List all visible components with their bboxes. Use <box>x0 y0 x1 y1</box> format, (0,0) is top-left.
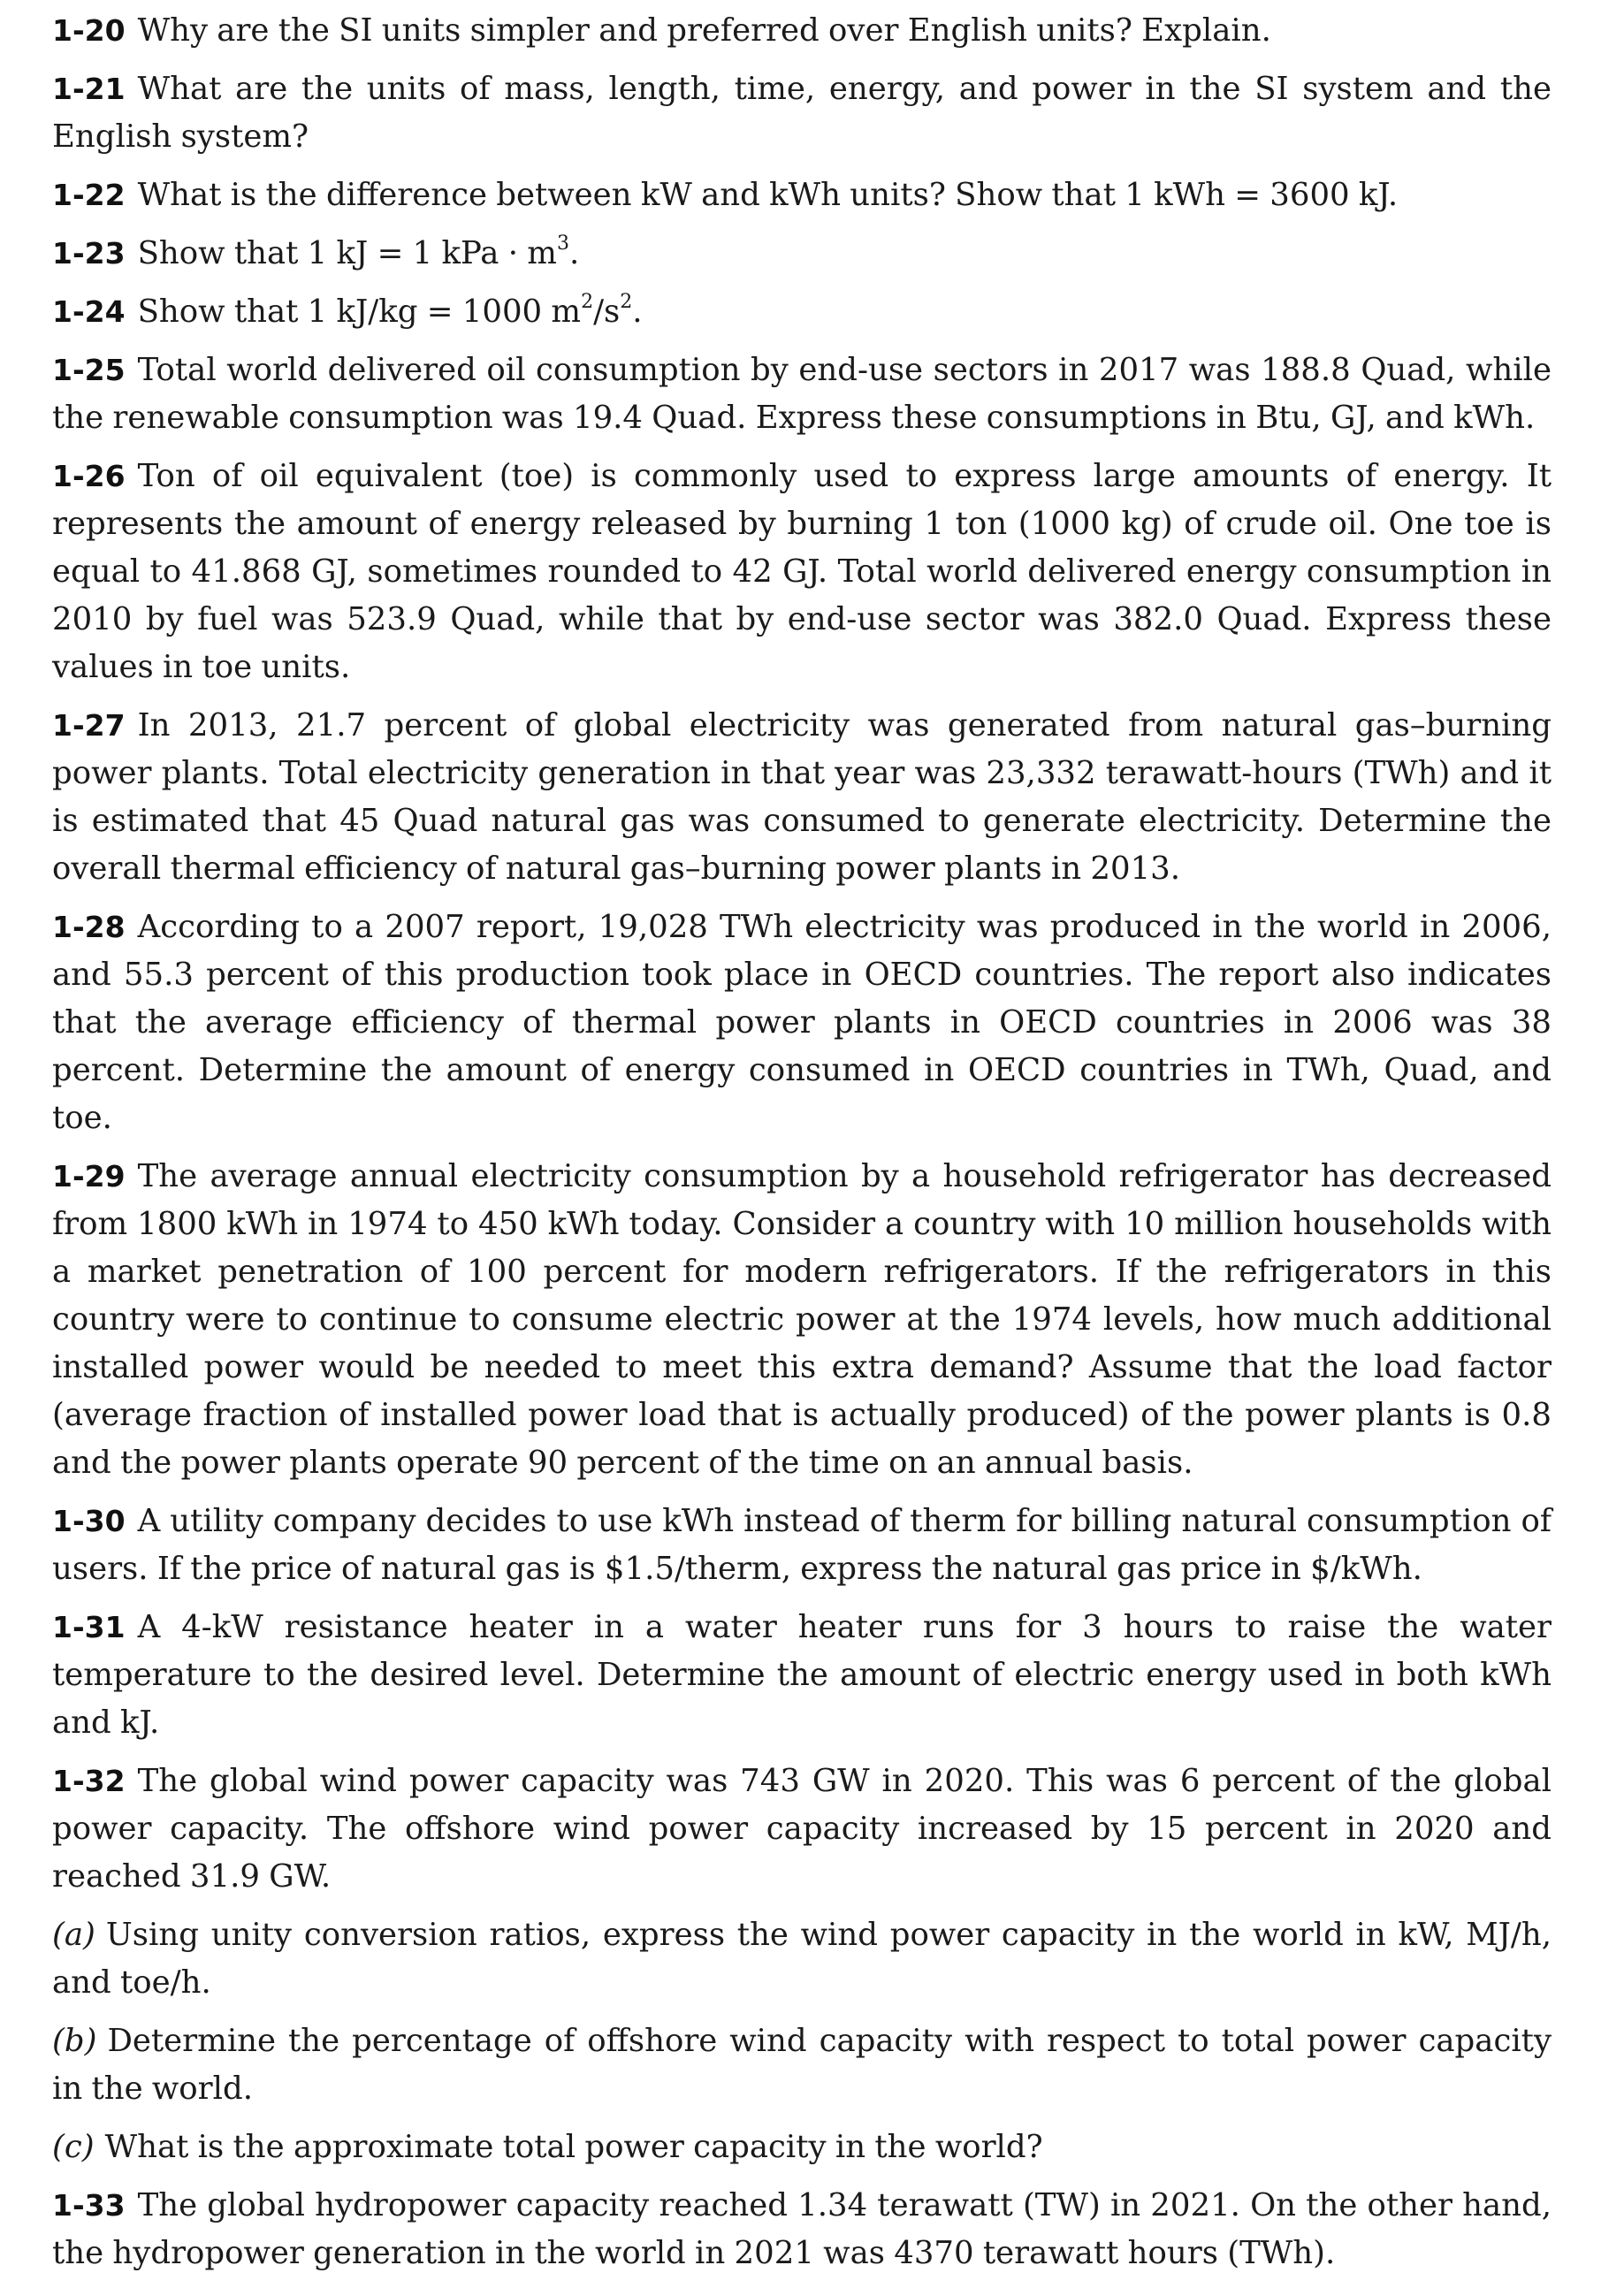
part-text: Using unity conversion ratios, express the wind power capacity in the world in kW, MJ/h, and toe/h. <box>52 1917 1552 2001</box>
part-label: (b) <box>52 2023 97 2059</box>
problem-text: Show that 1 kJ = 1 kPa · m <box>137 235 557 271</box>
problem-1-32 <box>52 1758 1552 1901</box>
problem-1-21 <box>52 65 1552 161</box>
problem-text: The global hydropower capacity reached 1.34 terawatt (TW) in 2021. On the other hand, the hydropower generation in the world in 2021 was 4370 terawatt hours (TWh). <box>52 2187 1552 2271</box>
problem-number: 1-24 <box>52 294 126 329</box>
problem-1-27 <box>52 702 1552 893</box>
problem-number: 1-33 <box>52 2188 126 2223</box>
problem-1-31 <box>52 1604 1552 1747</box>
problem-text: What is the difference between kW and kWh units? Show that 1 kWh = 3600 kJ. <box>137 177 1399 213</box>
problem-text-end: . <box>568 235 580 271</box>
part-label: (c) <box>52 2129 95 2165</box>
problem-1-32-part-c <box>52 2124 1552 2171</box>
problem-number: 1-31 <box>52 1610 126 1644</box>
problem-number: 1-28 <box>52 910 126 944</box>
problem-1-33 <box>52 2182 1552 2277</box>
problem-1-29 <box>52 1153 1552 1487</box>
problem-text: The average annual electricity consumption by a household refrigerator has decreased from 1800 kWh in 1974 to 450 kWh today. Consider a country with 10 million households with a market penetration of 100 percent for modern refrigerators. If the refrigerators in this country were to continue to consume electric power at the 1974 levels, how much additional installed power would be needed to meet this extra demand? Assume that the load factor (average fraction of installed power load that is actually produced) of the power plants is 0.8 and the power plants operate 90 percent of the time on an annual basis. <box>52 1158 1552 1481</box>
part-text: Determine the percentage of offshore wind capacity with respect to total power capacity in the world. <box>52 2023 1552 2107</box>
problem-number: 1-22 <box>52 178 126 212</box>
problem-1-20 <box>52 7 1552 55</box>
superscript: 2 <box>620 290 633 313</box>
problem-1-26 <box>52 453 1552 691</box>
superscript: 3 <box>556 232 569 255</box>
problem-number: 1-32 <box>52 1764 126 1798</box>
problem-text: What are the units of mass, length, time, energy, and power in the SI system and the English system? <box>52 71 1552 155</box>
problem-text: The global wind power capacity was 743 GW in 2020. This was 6 percent of the global power capacity. The offshore wind power capacity increased by 15 percent in 2020 and reached 31.9 GW. <box>52 1763 1552 1895</box>
problem-list <box>52 7 1552 2288</box>
problem-text: In 2013, 21.7 percent of global electricity was generated from natural gas–burning power plants. Total electricity generation in that year was 23,332 terawatt-hours (TWh) and it is estimated that 45 Quad natural gas was consumed to generate electricity. Determine the overall thermal efficiency of natural gas–burning power plants in 2013. <box>52 707 1552 887</box>
problem-1-32-part-a <box>52 1911 1552 2007</box>
problem-number: 1-30 <box>52 1504 126 1538</box>
problem-1-25 <box>52 347 1552 442</box>
problem-text: Why are the SI units simpler and preferred over English units? Explain. <box>137 12 1271 49</box>
problem-text: Show that 1 kJ/kg = 1000 m <box>137 294 582 330</box>
problem-text: Ton of oil equivalent (toe) is commonly used to express large amounts of energy. It represents the amount of energy released by burning 1 ton (1000 kg) of crude oil. One toe is equal to 41.868 GJ, sometimes rounded to 42 GJ. Total world delivered energy consumption in 2010 by fuel was 523.9 Quad, while that by end-use sector was 382.0 Quad. Express these values in toe units. <box>52 458 1552 685</box>
problem-1-22 <box>52 172 1552 219</box>
problem-number: 1-21 <box>52 72 126 106</box>
problem-number: 1-26 <box>52 459 126 493</box>
problem-text-end: . <box>632 294 643 330</box>
problem-text: According to a 2007 report, 19,028 TWh electricity was produced in the world in 2006, and 55.3 percent of this production took place in OECD countries. The report also indicates that the average efficiency of thermal power plants in OECD countries in 2006 was 38 percent. Determine the amount of energy consumed in OECD countries in TWh, Quad, and toe. <box>52 909 1552 1136</box>
problem-1-30 <box>52 1498 1552 1593</box>
problem-text-mid: /s <box>593 294 621 330</box>
superscript: 2 <box>581 290 594 313</box>
problem-number: 1-29 <box>52 1159 126 1194</box>
problem-number: 1-25 <box>52 353 126 387</box>
problem-number: 1-20 <box>52 13 126 48</box>
problem-text: A 4-kW resistance heater in a water heater runs for 3 hours to raise the water temperature to the desired level. Determine the amount of electric energy used in both kWh and kJ. <box>52 1609 1552 1741</box>
problem-text: Total world delivered oil consumption by end-use sectors in 2017 was 188.8 Quad, while the renewable consumption was 19.4 Quad. Express these consumptions in Btu, GJ, and kWh. <box>52 352 1552 436</box>
problem-1-24 <box>52 288 1552 336</box>
problem-1-28 <box>52 904 1552 1142</box>
problem-1-23 <box>52 230 1552 278</box>
problem-1-32-part-b <box>52 2017 1552 2113</box>
part-label: (a) <box>52 1917 95 1953</box>
problem-number: 1-27 <box>52 708 126 743</box>
part-text: What is the approximate total power capacity in the world? <box>104 2129 1043 2165</box>
problem-text: A utility company decides to use kWh instead of therm for billing natural consumption of users. If the price of natural gas is $1.5/therm, express the natural gas price in $/kWh. <box>52 1503 1552 1587</box>
problem-number: 1-23 <box>52 236 126 271</box>
